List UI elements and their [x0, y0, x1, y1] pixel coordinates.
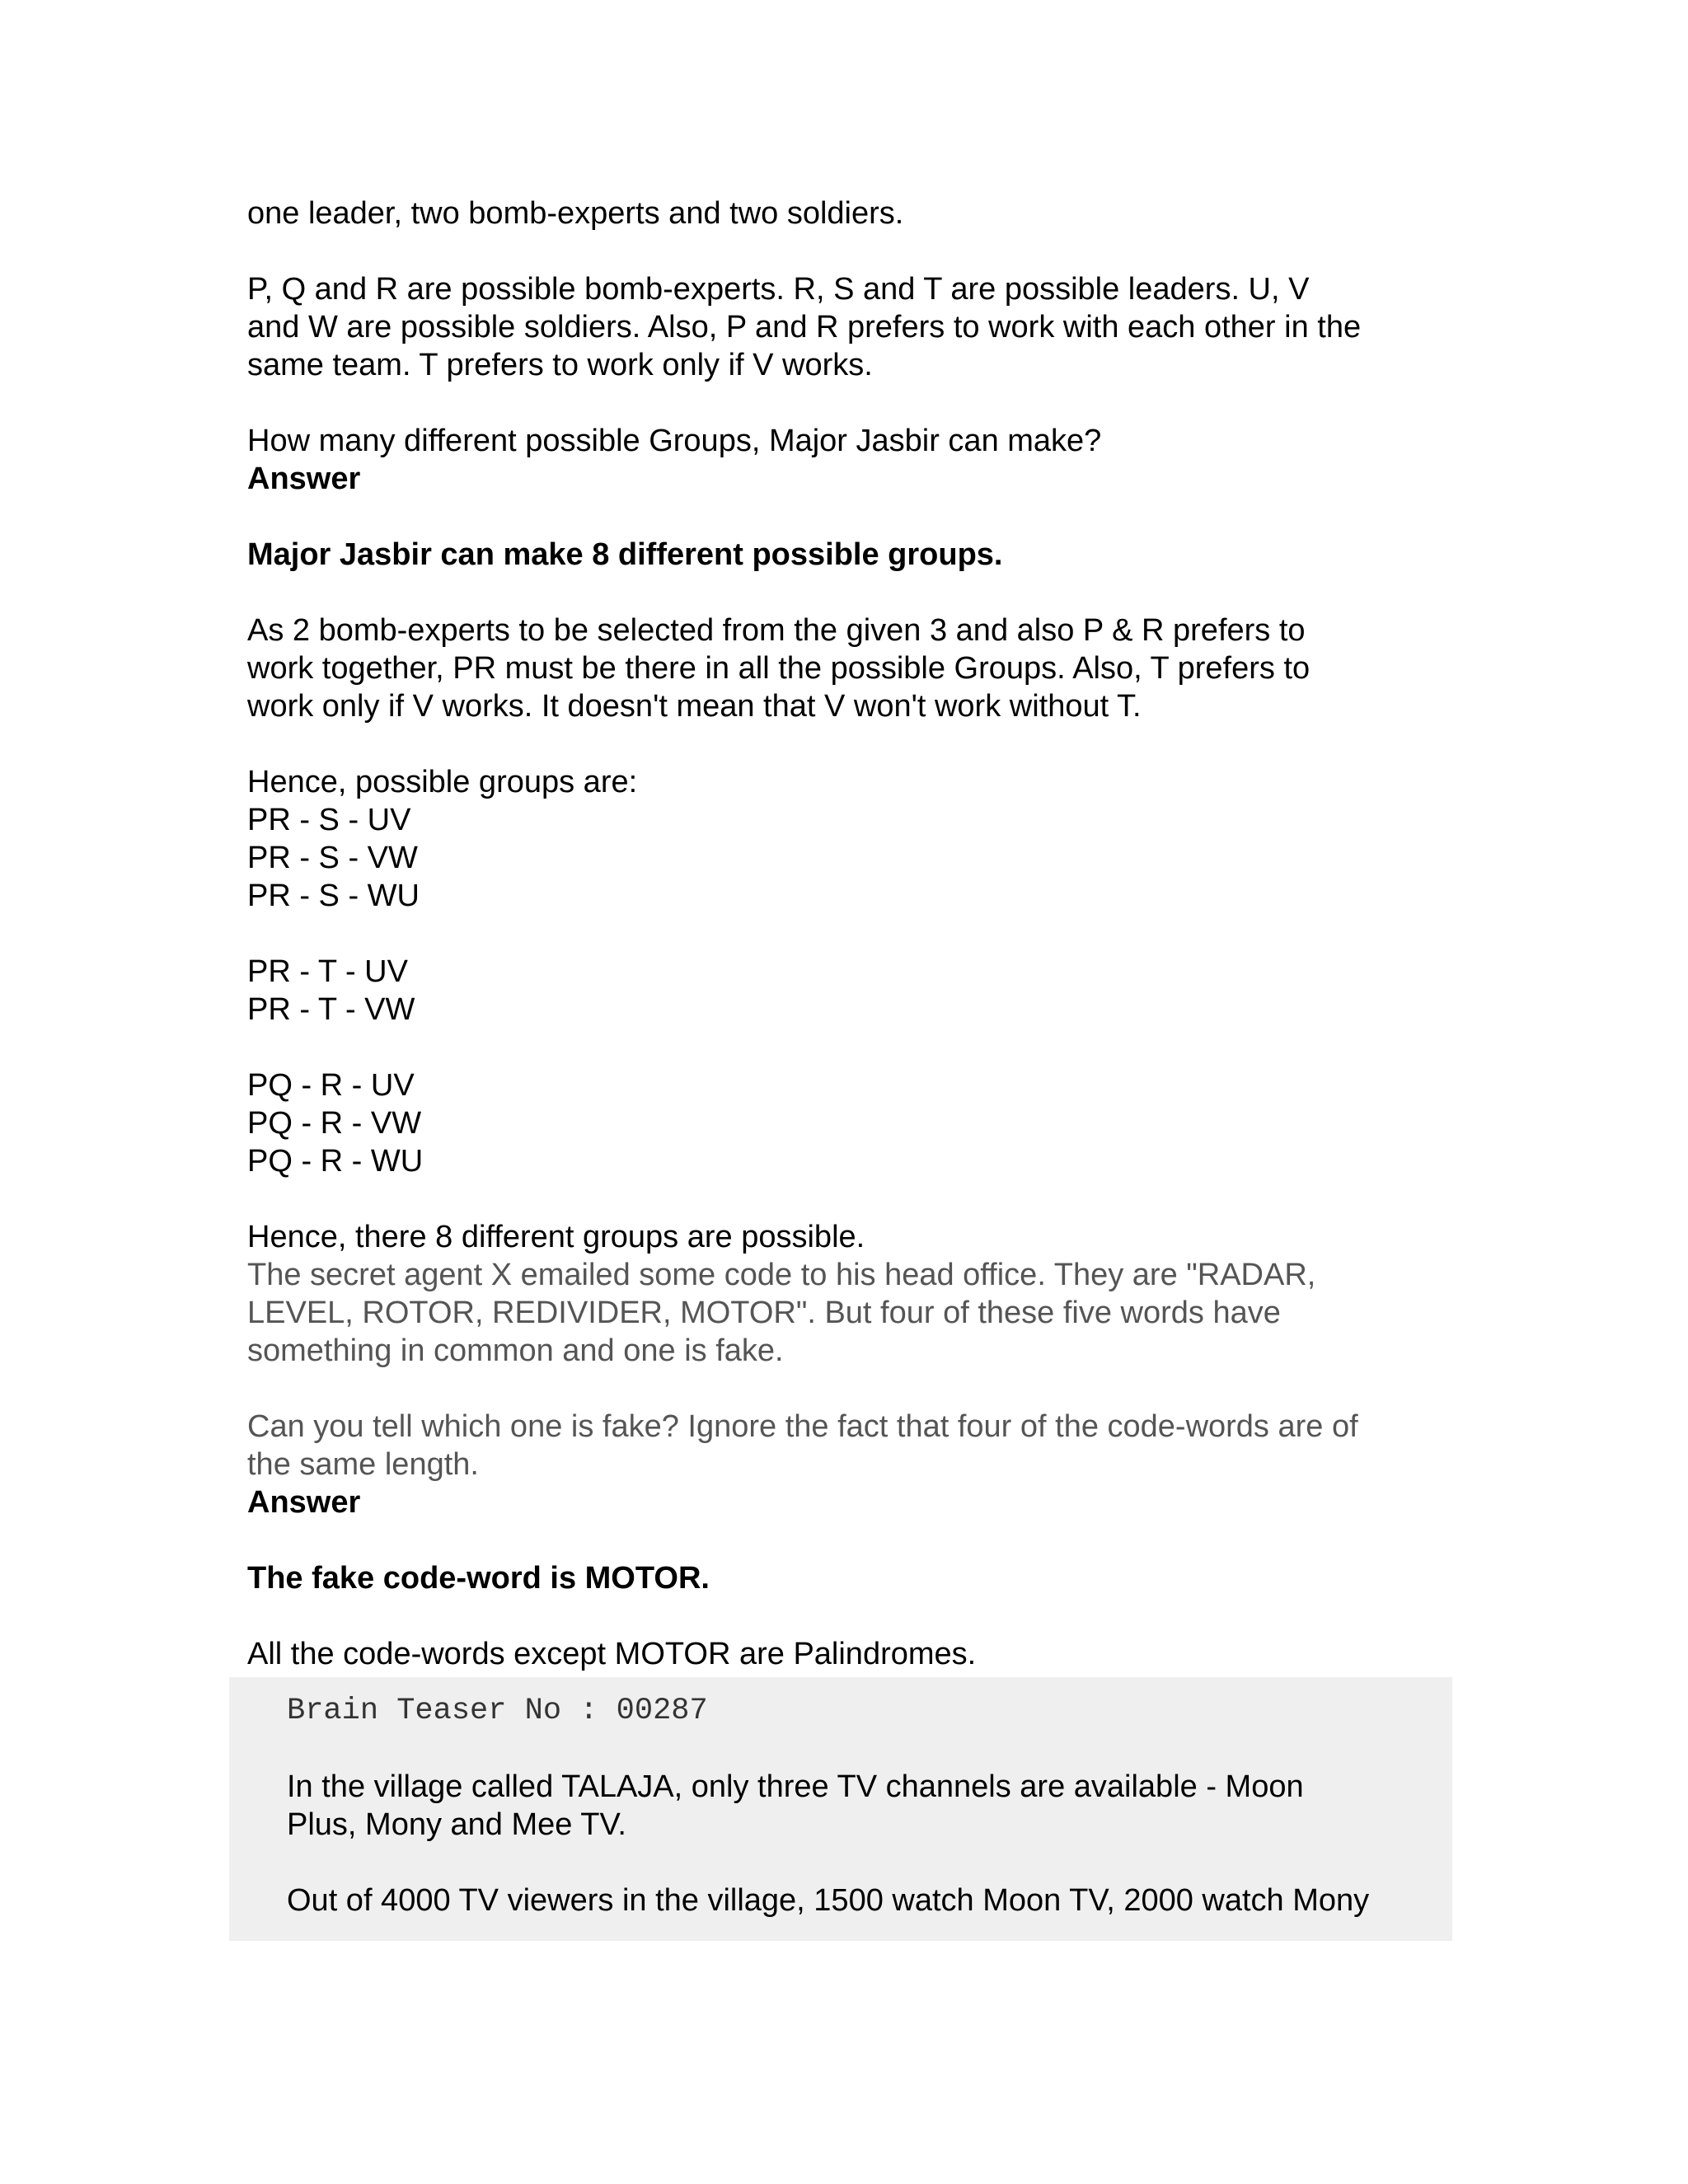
answer-label: Answer — [247, 462, 361, 496]
teaser-number: Brain Teaser No : 00287 — [287, 1694, 708, 1728]
teaser-box — [229, 1677, 1452, 1941]
text-line: In the village called TALAJA, only three TV channels are available - Moon — [287, 1769, 1304, 1804]
group-item: PR - T - UV — [247, 954, 408, 989]
puzzle2-question — [247, 1256, 1442, 1483]
answer-label: Answer — [247, 1485, 361, 1520]
text-line: LEVEL, ROTOR, REDIVIDER, MOTOR". But four of these five words have — [247, 1296, 1281, 1330]
answer-headline: Major Jasbir can make 8 different possible groups. — [247, 537, 1003, 572]
text-line: Out of 4000 TV viewers in the village, 1500 watch Moon TV, 2000 watch Mony — [287, 1883, 1370, 1918]
text-line: same team. T prefers to work only if V works. — [247, 348, 873, 382]
text-line: something in common and one is fake. — [247, 1333, 784, 1368]
text-line: work only if V works. It doesn't mean that V won't work without T. — [247, 689, 1142, 724]
group-list — [247, 801, 1442, 1180]
puzzle1-explanation — [247, 612, 1442, 725]
group-item: PQ - R - WU — [247, 1144, 424, 1179]
group-item: PR - S - VW — [247, 841, 418, 875]
group-item: PR - S - WU — [247, 879, 420, 913]
text-line: The secret agent X emailed some code to his head office. They are "RADAR, — [247, 1258, 1316, 1292]
teaser-box-content — [287, 1692, 1441, 1919]
group-item: PQ - R - UV — [247, 1068, 415, 1103]
text-line: Can you tell which one is fake? Ignore the fact that four of the code-words are of — [247, 1409, 1358, 1444]
group-item: PQ - R - VW — [247, 1106, 422, 1141]
text-line: How many different possible Groups, Major Jasbir can make? — [247, 424, 1102, 458]
group-item: PR - T - VW — [247, 992, 415, 1027]
answer-headline: The fake code-word is MOTOR. — [247, 1561, 710, 1596]
group-item: PR - S - UV — [247, 803, 411, 837]
text-line: P, Q and R are possible bomb-experts. R, S and T are possible leaders. U, V — [247, 272, 1310, 307]
conclusion: Hence, there 8 different groups are possible. — [247, 1220, 865, 1254]
puzzle2-explanation: All the code-words except MOTOR are Palindromes. — [247, 1637, 977, 1671]
text-line: Plus, Mony and Mee TV. — [287, 1807, 626, 1842]
text-line: As 2 bomb-experts to be selected from the given 3 and also P & R prefers to — [247, 613, 1306, 648]
groups-intro: Hence, possible groups are: — [247, 765, 638, 799]
text-line: the same length. — [247, 1447, 479, 1482]
text-line: work together, PR must be there in all the possible Groups. Also, T prefers to — [247, 651, 1311, 686]
text-line: and W are possible soldiers. Also, P and R prefers to work with each other in the — [247, 310, 1362, 344]
text-line: one leader, two bomb-experts and two soldiers. — [247, 196, 904, 231]
document-body — [247, 194, 1442, 1673]
puzzle1-question — [247, 194, 1442, 460]
